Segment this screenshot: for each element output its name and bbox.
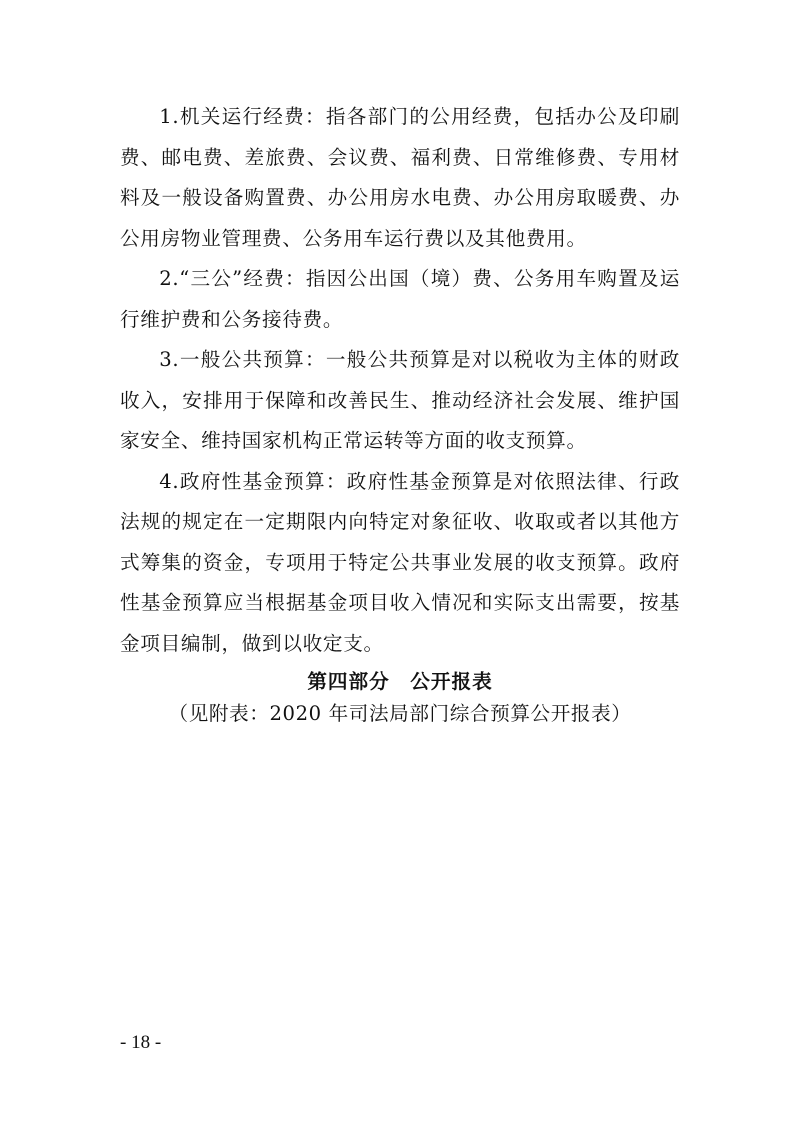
definition-paragraph-4: 4.政府性基金预算：政府性基金预算是对依照法律、行政法规的规定在一定期限内向特定对象征收、收取或者以其他方式筹集的资金，专项用于特定公共事业发展的收支预算。政府性基金预算应当根据基金项目收入情况和实际支出需要，按基金项目编制，做到以收定支。	[120, 469, 680, 655]
definition-paragraph-2: 2.“三公”经费：指因公出国（境）费、公务用车购置及运行维护费和公务接待费。	[120, 267, 680, 331]
section-note: （见附表：2020 年司法局部门综合预算公开报表）	[168, 702, 632, 725]
page-content	[120, 97, 680, 730]
definition-paragraph-3: 3.一般公共预算：一般公共预算是对以税收为主体的财政收入，安排用于保障和改善民生、推动经济社会发展、维护国家安全、维持国家机构正常运转等方面的收支预算。	[120, 348, 680, 452]
section-heading: 第四部分 公开报表	[307, 670, 493, 693]
definition-paragraph-1: 1.机关运行经费：指各部门的公用经费，包括办公及印刷费、邮电费、差旅费、会议费、福利费、日常维修费、专用材料及一般设备购置费、办公用房水电费、办公用房取暖费、办公用房物业管理费、公务用车运行费以及其他费用。	[120, 105, 680, 250]
page-number: - 18 -	[120, 1032, 162, 1053]
